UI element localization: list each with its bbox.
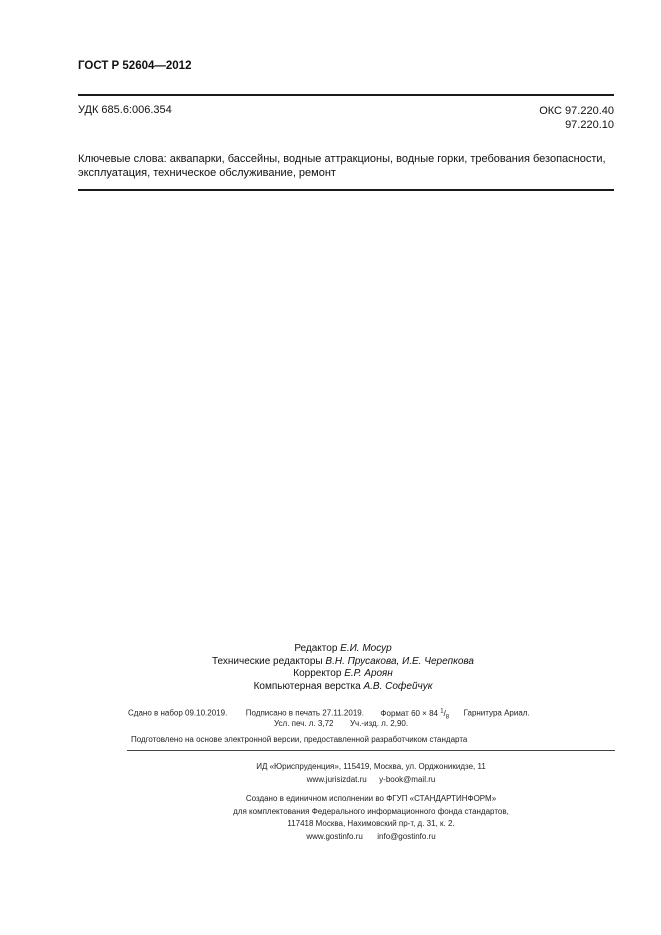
creator-line-1: Создано в единичном исполнении во ФГУП «СТАНДАРТИНФОРМ» xyxy=(245,794,497,803)
publisher-rule xyxy=(127,750,615,751)
tech-editors-label: Технические редакторы xyxy=(211,655,323,667)
document-code: ГОСТ Р 52604—2012 xyxy=(78,60,192,72)
format-info: Формат 60 × 84 $^1/_8$ xyxy=(380,708,450,721)
editor-line xyxy=(150,643,536,656)
oks-line-1: ОКС 97.220.40 xyxy=(539,105,614,117)
creator-site: www.gostinfo.ru xyxy=(306,831,363,841)
corrector-label: Корректор xyxy=(293,668,342,679)
publisher-email: y-book@mail.ru xyxy=(379,774,436,784)
creator-line-3: 117418 Москва, Нахимовский пр-т, д. 31, к. 2. xyxy=(287,819,455,828)
editor-label: Редактор xyxy=(294,643,338,654)
creator-line-2: для комплектования Федерального информационного фонда стандартов, xyxy=(233,806,509,816)
keywords-rule xyxy=(78,189,614,191)
format-numerator: 1 xyxy=(440,708,444,714)
tech-editors-names: В.Н. Прусакова, И.Е. Черепкова xyxy=(325,655,474,667)
keywords-paragraph xyxy=(78,152,618,180)
signed-date: Подписано в печать 27.11.2019. xyxy=(245,708,364,718)
publisher-block xyxy=(127,761,615,786)
keywords-label: Ключевые слова: xyxy=(78,153,167,165)
pub-sheets: Уч.-изд. л. 2,90. xyxy=(349,719,409,728)
print-sheets: Усл. печ. л. 3,72 xyxy=(274,719,334,728)
publisher-address: ИД «Юриспруденция», 115419, Москва, ул. Орджоникидзе, 11 xyxy=(256,762,486,771)
layout-line xyxy=(150,681,536,694)
format-denominator: 8 xyxy=(445,714,450,721)
udk-code: УДК 685.6:006.354 xyxy=(78,104,172,116)
keywords-text: аквапарки, бассейны, водные аттракционы, водные горки, требования безопасности, эксплуатация, техническое обслуживание, ремонт xyxy=(78,153,606,179)
editor-name: Е.И. Мосур xyxy=(340,643,392,654)
corrector-line xyxy=(150,668,536,681)
tech-editors-line xyxy=(150,656,536,669)
creator-email: info@gostinfo.ru xyxy=(377,831,436,841)
imprint-line-2 xyxy=(274,719,408,728)
layout-label: Компьютерная верстка xyxy=(253,680,361,692)
creator-block xyxy=(127,793,615,843)
publisher-contacts xyxy=(127,774,615,787)
credits-block xyxy=(150,643,536,693)
creator-contacts xyxy=(127,831,615,844)
layout-name: А.В. Софейчук xyxy=(363,680,433,692)
prepared-note: Подготовлено на основе электронной версии, предоставленной разработчиком стандарта xyxy=(131,735,468,744)
submitted-date: Сдано в набор 09.10.2019. xyxy=(128,708,228,718)
format-prefix: Формат 60 × 84 xyxy=(380,708,438,718)
publisher-site: www.jurisizdat.ru xyxy=(306,774,367,784)
oks-line-2: 97.220.10 xyxy=(565,119,614,131)
oks-codes xyxy=(539,104,614,132)
top-rule xyxy=(78,94,614,96)
typeface-info: Гарнитура Ариал. xyxy=(463,708,530,718)
corrector-name: Е.Р. Ароян xyxy=(344,668,393,679)
